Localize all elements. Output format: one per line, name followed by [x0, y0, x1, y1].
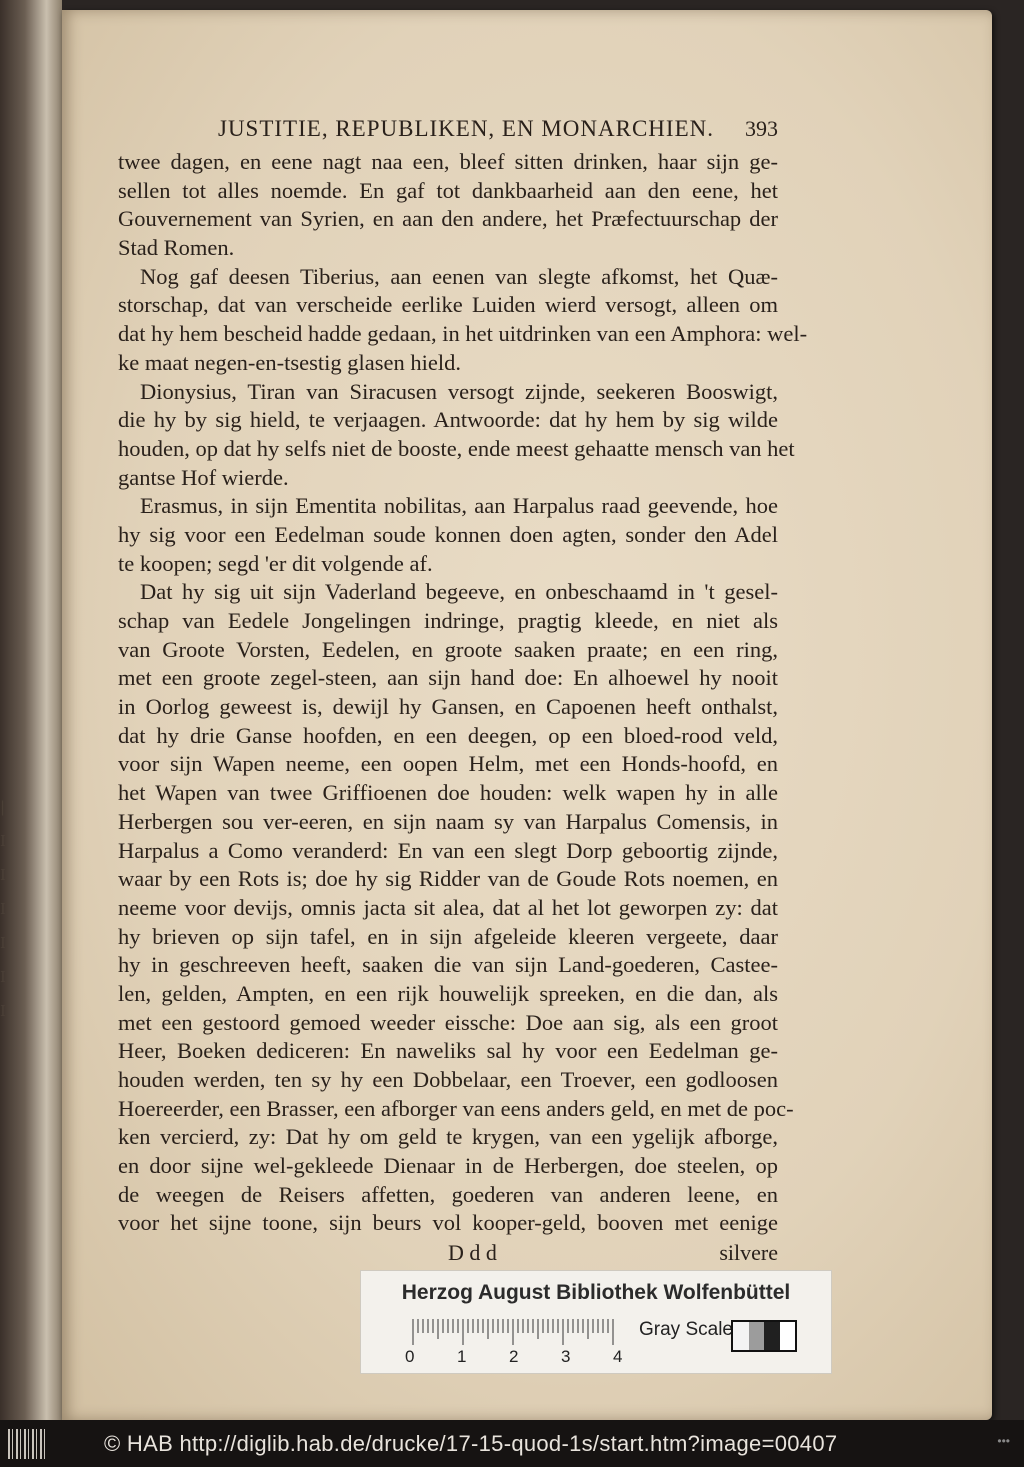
text-line: ke maat negen-en-tsestig glasen hield. — [118, 349, 462, 375]
text-line: storschap, dat van verscheide eerlike Luiden wierd versogt, alleen om — [118, 292, 778, 318]
ruler-number: 2 — [509, 1347, 519, 1366]
text-line: die hy by sig hield, te verjaagen. Antwoorde: dat hy hem by sig wilde — [118, 407, 778, 433]
signature-mark: D d d — [448, 1240, 497, 1266]
text-line: Gouvernement van Syrien, en aan den andere, het Præfectuurschap der — [118, 206, 778, 232]
gray-swatch — [733, 1322, 749, 1350]
text-line: Heer, Boeken dediceren: En naweliks sal hy voor een Eedelman ge- — [118, 1038, 778, 1064]
text-line: neeme voor devijs, omnis jacta sit alea, dat al het lot geworpen zy: dat — [118, 894, 778, 920]
text-line: gantse Hof wierde. — [118, 464, 289, 490]
page-number: 393 — [745, 116, 778, 141]
ruler-number: 3 — [561, 1347, 571, 1366]
text-line: Hoereerder, een Brasser, een afborger van eens anders geld, en met de poc- — [118, 1095, 794, 1121]
page-text — [118, 116, 808, 1266]
text-line: Stad Romen. — [118, 235, 235, 261]
book-gutter — [0, 0, 62, 1420]
text-line: Erasmus, in sijn Ementita nobilitas, aan Harpalus raad geevende, hoe — [140, 493, 778, 519]
ruler-number: 4 — [613, 1347, 623, 1366]
text-line: het Wapen van twee Griffioenen doe houden: welk wapen hy in alle — [118, 780, 778, 806]
text-line: hy sig voor een Eedelman soude konnen doen agten, sonder den Adel — [118, 521, 778, 547]
gray-swatch — [780, 1322, 796, 1350]
text-line: ken vercierd, zy: Dat hy om geld te krygen, van een ygelijk afborge, — [118, 1124, 778, 1150]
ruler-scale — [411, 1319, 621, 1345]
text-line: dat hy hem bescheid hadde gedaan, in het uitdrinken van een Amphora: wel- — [118, 321, 808, 347]
copyright-url[interactable]: © HAB http://diglib.hab.de/drucke/17-15-quod-1s/start.htm?image=00407 — [104, 1430, 838, 1456]
text-line: twee dagen, en eene nagt naa een, bleef sitten drinken, haar sijn ge- — [118, 149, 778, 174]
text-line: houden, op dat hy selfs niet de booste, ende meest gehaatte mensch van het — [118, 435, 795, 461]
text-line: voor het sijne toone, sijn beurs vol kooper-geld, booven met eenige — [118, 1210, 778, 1236]
gutter-marks: | I I I I I I — [0, 798, 6, 1020]
text-line: te koopen; segd 'er dit volgende af. — [118, 550, 433, 576]
gray-scale-label: Gray Scale — [639, 1319, 733, 1340]
text-line: dat hy drie Ganse hoofden, en een deegen, op een bloed-rood veld, — [118, 722, 778, 748]
text-line: de weegen de Reisers affetten, goederen van anderen leene, en — [118, 1181, 778, 1207]
text-line: in Oorlog geweest is, dewijl hy Gansen, en Capoenen heeft onthalst, — [118, 694, 778, 720]
text-line: Herbergen sou ver-eeren, en sijn naam sy van Harpalus Comensis, in — [118, 808, 778, 834]
text-line: Nog gaf deesen Tiberius, aan eenen van slegte afkomst, het Quæ- — [140, 263, 778, 289]
text-line: Harpalus a Como veranderd: En van een slegt Dorp geboortig zijnde, — [118, 837, 778, 863]
color-reference-card — [360, 1270, 832, 1374]
text-line: voor sijn Wapen neeme, een oopen Helm, met een Honds-hoofd, en — [118, 751, 778, 777]
footer-line — [118, 1240, 778, 1266]
text-line: Dionysius, Tiran van Siracusen versogt zijnde, seekeren Booswigt, — [140, 378, 778, 404]
text-line: met een gestoord gemoed weeder eissche: Doe aan sig, als een groot — [118, 1009, 778, 1035]
card-title: Herzog August Bibliothek Wolfenbüttel — [401, 1281, 791, 1304]
gray-swatch — [749, 1322, 765, 1350]
text-line: en door sijne wel-gekleede Dienaar in de Herbergen, doe steelen, op — [118, 1153, 778, 1179]
text-line: waar by een Rots is; doe hy sig Ridder van de Goude Rots noemen, en — [118, 866, 778, 892]
text-line: schap van Eedele Jongelingen indringe, pragtig kleede, en niet als — [118, 608, 778, 633]
text-line: hy in geschreeven heeft, saaken die van sijn Land-goederen, Castee- — [118, 952, 778, 978]
catchword: silvere — [719, 1240, 778, 1266]
text-line: Dat hy sig uit sijn Vaderland begeeve, en onbeschaamd in 't gesel- — [140, 579, 778, 605]
barcode-icon — [8, 1429, 48, 1459]
ruler-number: 0 — [405, 1347, 415, 1366]
text-line: met een groote zegel-steen, aan sijn hand doe: En alhoewel hy nooit — [118, 665, 778, 691]
text-line: van Groote Vorsten, Eedelen, en groote saaken praate; en een ring, — [118, 636, 778, 662]
running-head-title: JUSTITIE, REPUBLIKEN, EN MONARCHIEN. — [218, 116, 714, 141]
gray-swatch — [764, 1322, 780, 1350]
ruler-number: 1 — [457, 1347, 467, 1366]
text-line: len, gelden, Ampten, en een rijk houwelijk spreeken, en die dan, als — [118, 980, 778, 1006]
more-icon[interactable]: ••• — [997, 1434, 1010, 1448]
running-head — [218, 116, 778, 148]
text-body — [118, 148, 808, 1238]
text-line: houden werden, ten sy hy een Dobbelaar, een Troever, een godloosen — [118, 1067, 778, 1092]
text-line: hy brieven op sijn tafel, en in sijn afgeleide kleeren vergeete, daar — [118, 923, 778, 949]
viewer-footer — [0, 1420, 1024, 1467]
text-line: sellen tot alles noemde. En gaf tot dankbaarheid aan den eene, het — [118, 177, 778, 203]
gray-scale-swatch — [731, 1320, 797, 1352]
